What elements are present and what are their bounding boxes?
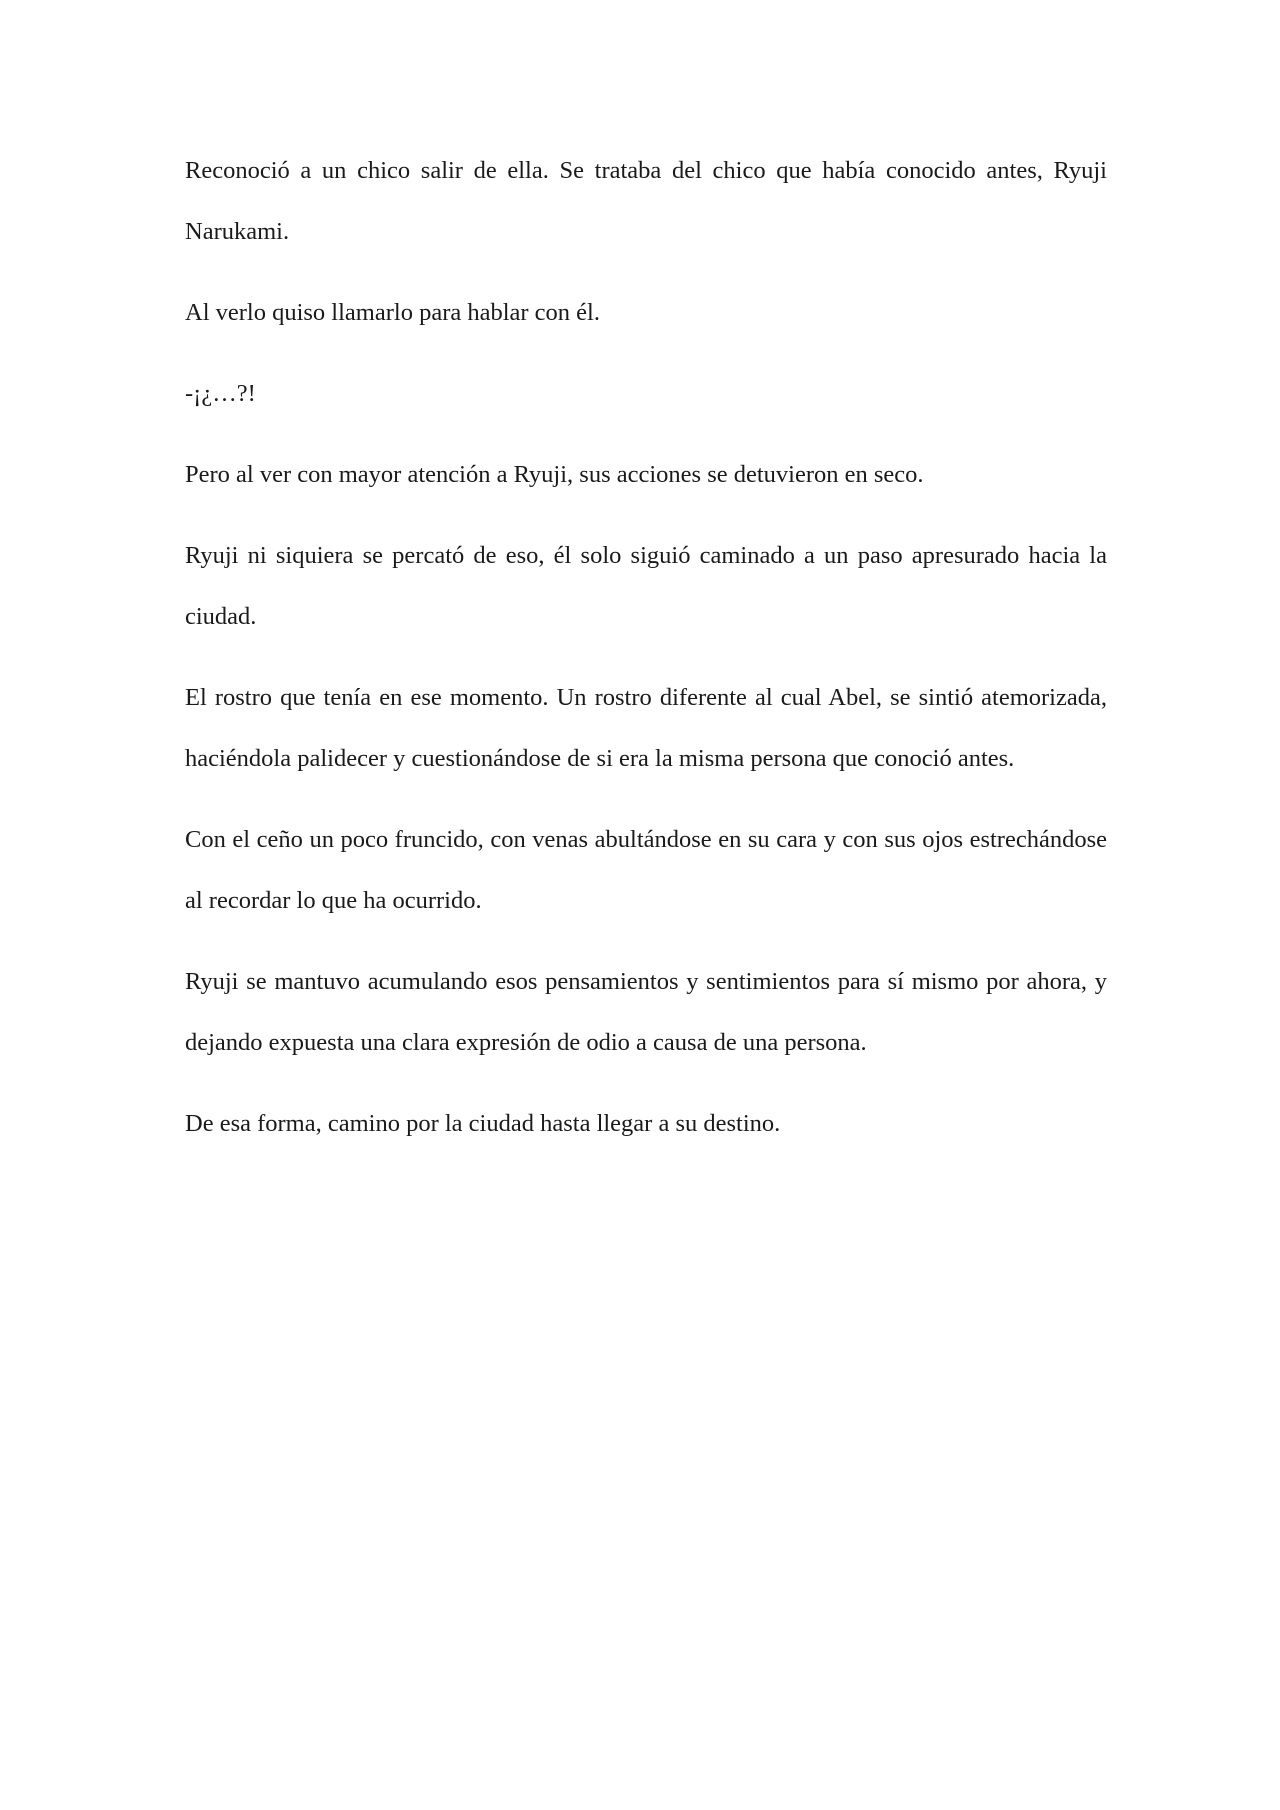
paragraph-2: Al verlo quiso llamarlo para hablar con él. [185,299,600,326]
paragraph-4: Pero al ver con mayor atención a Ryuji, sus acciones se detuvieron en seco. [185,461,924,488]
paragraph-7: Con el ceño un poco fruncido, con venas abultándose en su cara y con sus ojos estrechándose al recordar lo que ha ocurrido. [185,826,1107,914]
paragraph-1: Reconoció a un chico salir de ella. Se trataba del chico que había conocido antes, Ryuji Narukami. [185,157,1107,245]
body-text [185,140,1107,1174]
paragraph-3: -¡¿…?! [185,380,256,407]
paragraph-5: Ryuji ni siquiera se percató de eso, él solo siguió caminado a un paso apresurado hacia la ciudad. [185,542,1107,630]
paragraph-9: De esa forma, camino por la ciudad hasta llegar a su destino. [185,1110,781,1137]
paragraph-8: Ryuji se mantuvo acumulando esos pensamientos y sentimientos para sí mismo por ahora, y dejando expuesta una clara expresión de odio a causa de una persona. [185,968,1107,1056]
paragraph-6: El rostro que tenía en ese momento. Un rostro diferente al cual Abel, se sintió atemorizada, haciéndola palidecer y cuestionándose de si era la misma persona que conoció antes. [185,684,1107,772]
